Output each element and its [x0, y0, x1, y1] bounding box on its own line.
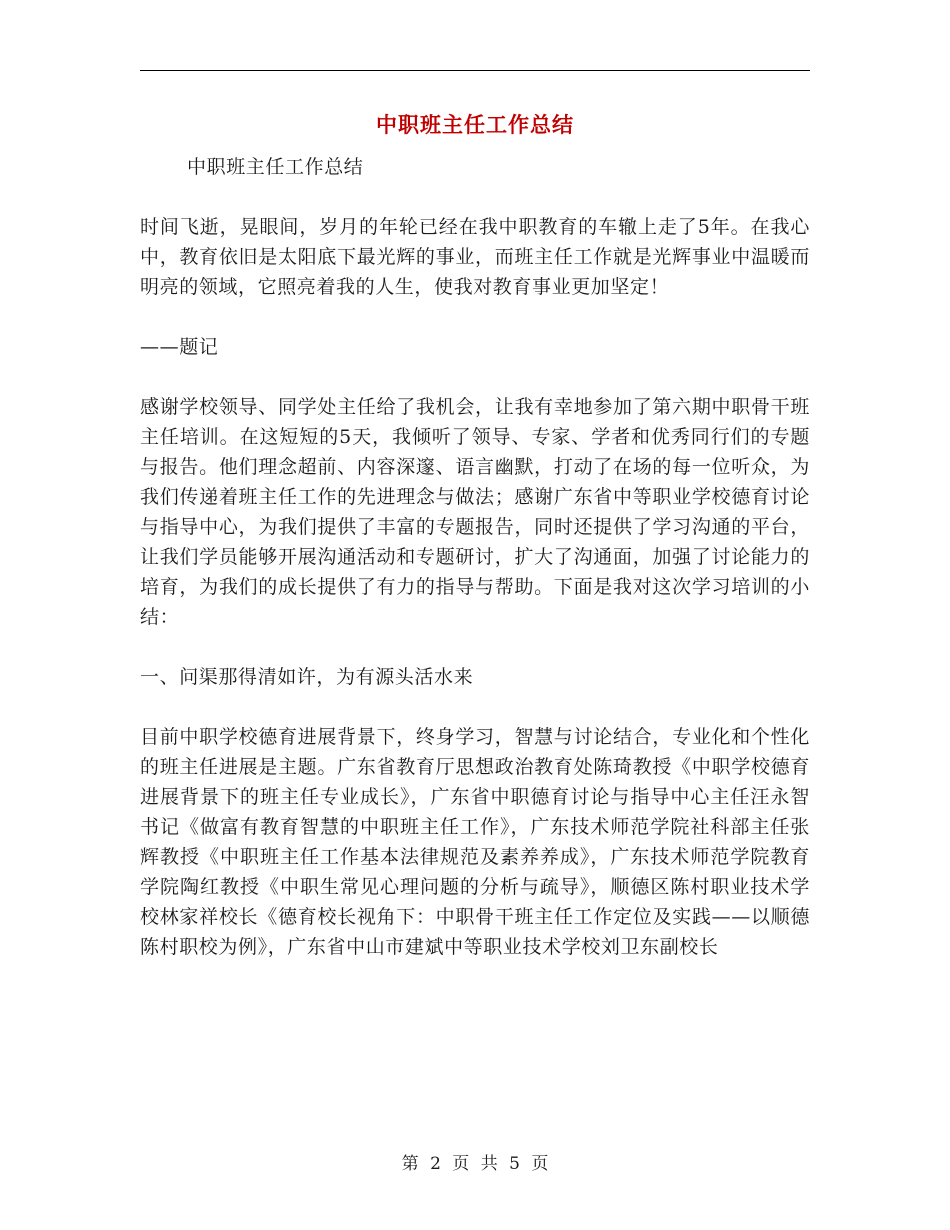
document-subtitle: 中职班主任工作总结 [187, 156, 364, 178]
paragraph-intro: 时间飞逝，晃眼间，岁月的年轮已经在我中职教育的车辙上走了5年。在我心中，教育依旧是太阳底下最光辉的事业，而班主任工作就是光辉事业中温暖而明亮的领域，它照亮着我的人生，使我对教育事业更加坚定！ [140, 216, 810, 298]
page-number-footer: 第 2 页 共 5 页 [401, 1154, 549, 1174]
document-title: 中职班主任工作总结 [376, 113, 574, 137]
header-rule [140, 70, 810, 71]
section-heading-1: 一、问渠那得清如许，为有源头活水来 [140, 666, 474, 688]
document-body [140, 152, 810, 992]
paragraph-section-1: 目前中职学校德育进展背景下，终身学习，智慧与讨论结合，专业化和个性化的班主任进展是主题。广东省教育厅思想政治教育处陈琦教授《中职学校德育进展背景下的班主任专业成长》，广东省中职德育讨论与指导中心主任汪永智书记《做富有教育智慧的中职班主任工作》，广东技术师范学院社科部主任张辉教授《中职班主任工作基本法律规范及素养养成》，广东技术师范学院教育学院陶红教授《中职生常见心理问题的分析与疏导》，顺德区陈村职业技术学校林家祥校长《德育校长视角下：中职骨干班主任工作定位及实践——以顺德陈村职校为例》，广东省中山市建斌中等职业技术学校刘卫东副校长 [140, 726, 810, 958]
paragraph-epigraph: ——题记 [140, 336, 219, 358]
paragraph-thanks: 感谢学校领导、同学处主任给了我机会，让我有幸地参加了第六期中职骨干班主任培训。在这短短的5天，我倾听了领导、专家、学者和优秀同行们的专题与报告。他们理念超前、内容深邃、语言幽默，打动了在场的每一位听众，为我们传递着班主任工作的先进理念与做法；感谢广东省中等职业学校德育讨论与指导中心，为我们提供了丰富的专题报告，同时还提供了学习沟通的平台，让我们学员能够开展沟通活动和专题研讨，扩大了沟通面，加强了讨论能力的培育，为我们的成长提供了有力的指导与帮助。下面是我对这次学习培训的小结： [140, 396, 810, 628]
